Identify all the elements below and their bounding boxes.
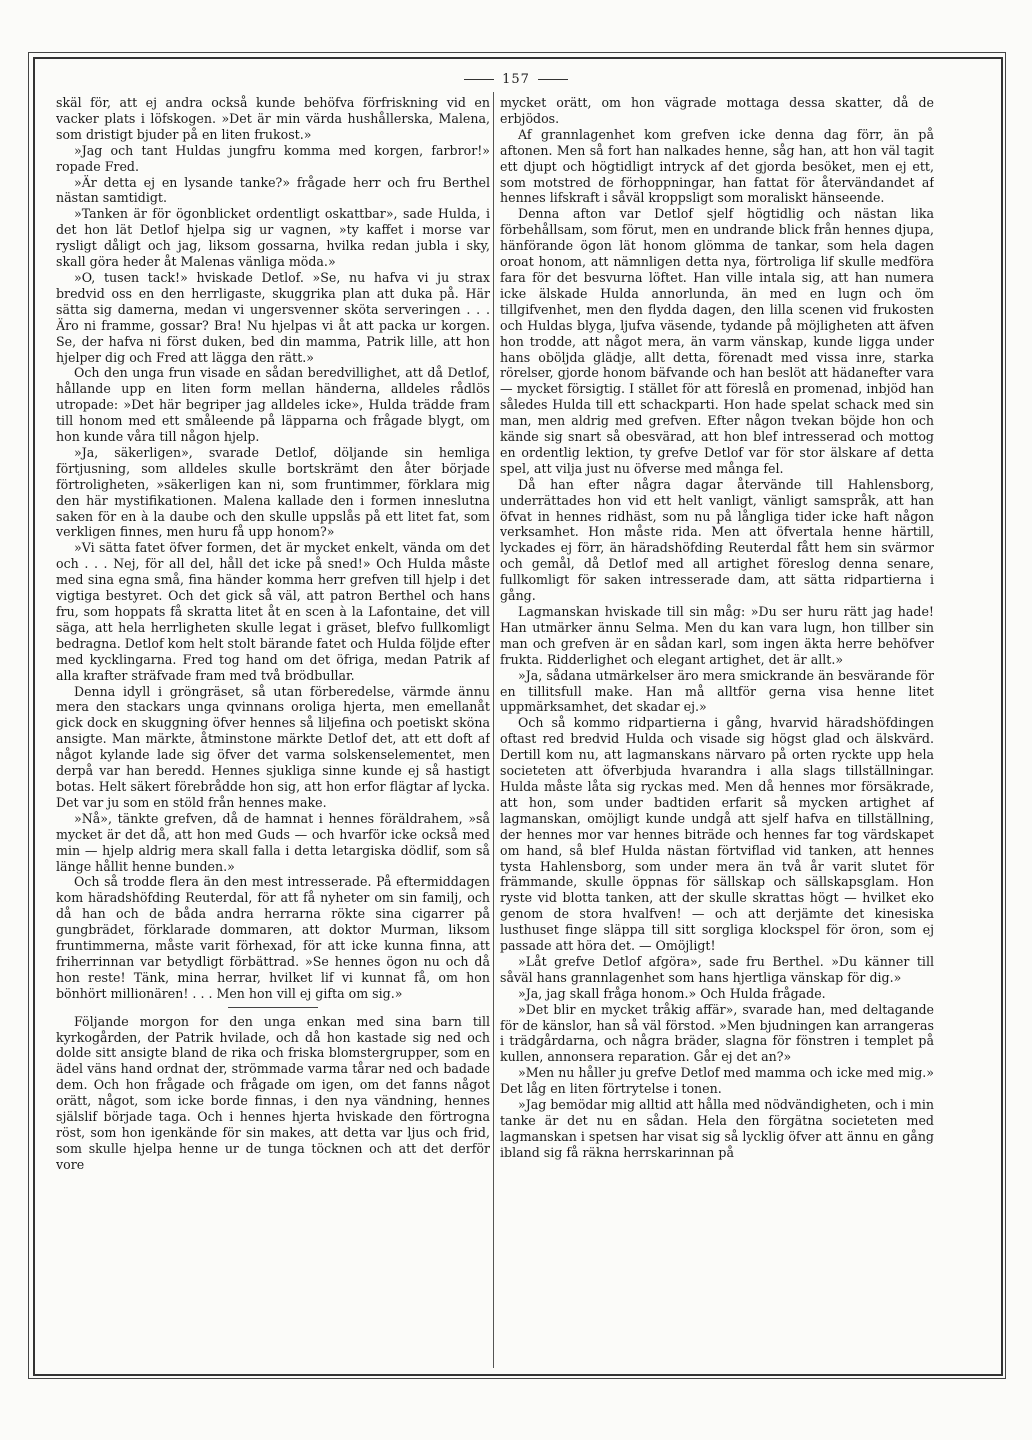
paragraph: »Jag och tant Huldas jungfru komma med korgen, farbror!» ropade Fred. [56,142,490,174]
paragraph: »Tanken är för ögonblicket ordentligt oskattbar», sade Hulda, i det hon lät Detlof hjelpa sig ur vagnen, »ty kaffet i morse var rysligt dåligt och jag, liksom gossarna, hvilka redan jubla i sky, skall göra heder åt Malenas vänliga möda.» [56,206,490,270]
paragraph: Och den unga frun visade en sådan beredvillighet, att då Detlof, hållande upp en liten form mellan händerna, alldeles rådlös utropade: »Det här begriper jag alldeles icke», Hulda trädde fram till honom med ett småleende på läpparna och frågade blygt, om hon kunde våra till någon hjelp. [56,365,490,445]
page-number: 157 [502,72,530,87]
paragraph: »Ja, säkerligen», svarade Detlof, döljande sin hemliga förtjusning, som alldeles skulle bortskrämt den åter började förtroligheten, »säkerligen kan ni, som fruntimmer, förklara mig den här mystifikationen. Malena kallade den i formen inneslutna saken för en à la daube och den skulle uppslås på ett litet fat, som verkligen finnes, men huru få upp honom?» [56,444,490,540]
left-column [56,95,490,1365]
header-dash-right [538,79,568,80]
paragraph: »Jag bemödar mig alltid att hålla med nödvändigheten, och i min tanke är det nu en sådan. Hela den förgätna societeten med lagmanskan i spetsen har visat sig så lycklig öfver att ännu en gång ibland sig få räkna herrskarinnan på [500,1097,934,1160]
paragraph: »Är detta ej en lysande tanke?» frågade herr och fru Berthel nästan samtidigt. [56,174,490,206]
paragraph: skäl för, att ej andra också kunde behöfva förfriskning vid en vacker plats i löfskogen. »Det är min värda hushållerska, Malena, som dristigt bjuder på en liten frukost.» [56,95,490,142]
paragraph: Och så trodde flera än den mest intresserade. På eftermiddagen kom häradshöfding Reuterdal, för att få nyheter om sin familj, och då han och de båda andra herrarna rökte sina cigarrer på gungbrädet, förklarade dommaren, att doktor Murman, liksom fruntimmerna, måste varit förhexad, för att icke kunna finna, att friherrinnan var betydligt förbättrad. »Se hennes ögon nu och då hon reste! Tänk, mina herrar, hvilket lif vi kunnat få, om hon bönhört millionären! . . . Men hon vill ej gifta om sig.» [56,874,490,1001]
paragraph: Denna idyll i gröngräset, så utan förberedelse, värmde ännu mera den stackars unga qvinnans oroliga hjerta, men emellanåt gick dock en skuggning öfver hennes så liljefina och poetiskt sköna ansigte. Man märkte, åtminstone märkte Detlof det, att ett doft af något kylande lade sig öfver det varma solskenselementet, men derpå var han beredd. Hennes sjukliga sinne kunde ej så hastigt botas. Helt säkert förebrådde hon sig, att hon erfor flägtar af lycka. Det var ju som en stöld från hennes make. [56,683,490,810]
paragraph: »Vi sätta fatet öfver formen, det är mycket enkelt, vända om det och . . . Nej, för all del, håll det icke på sned!» Och Hulda måste med sina egna små, fina händer komma herr grefven till hjelp i det vigtiga bestyret. Och det gick så väl, att patron Berthel och hans fru, som hoppats få skratta litet åt en scen à la Lafontaine, det vill säga, att hela herrligheten skulle legat i gräset, blefvo fullkomligt bedragna. Detlof kom helt stolt bärande fatet och Hulda följde efter med kycklingarna. Fred tog hand om det öfriga, medan Patrik af alla krafter sträfvade fram med två brödbullar. [56,540,490,683]
paragraph: Följande morgon for den unga enkan med sina barn till kyrkogården, der Patrik hvilade, och då hon kastade sig ned och dolde sitt ansigte bland de rika och friska blomstergrupper, som en ädel väns hand ordnat der, strömmade varma tårar ned och badade dem. Och hon frågade och frågade om igen, om det fanns något orätt, något, som icke borde finnas, i den nya vändning, hennes själslif började taga. Och i hennes hjerta hviskade den förtrogna röst, som hon igenkände för sin makes, att detta var ljus och frid, som skulle hjelpa henne ur de tunga töcknen och att det derför vore [56,1013,490,1172]
paragraph: »Låt grefve Detlof afgöra», sade fru Berthel. »Du känner till såväl hans grannlagenhet som hans hjertliga vänskap för dig.» [500,953,934,985]
paragraph: »Ja, jag skall fråga honom.» Och Hulda frågade. [518,985,826,1001]
paragraph: mycket orätt, om hon vägrade mottaga dessa skatter, då de erbjödos. [500,95,934,126]
paragraph: Denna afton var Detlof sjelf högtidlig och nästan lika förbehållsam, som förut, men en undrande blick från hennes djupa, hänförande ögon lät honom glömma de tankar, som hela dagen oroat honom, att nämnligen detta nya, förtroliga lif skulle medföra fara för det besvurna löftet. Han ville intala sig, att han numera icke älskade Hulda annorlunda, än med en lugn och öm tillgifvenhet, men den flydda dagen, den lilla scenen vid frukosten och Huldas blyga, ljufva väsende, tydande på möjligheten att äfven hon trodde, att något mera, än varm vänskap, kunde ligga under hans oböljda glädje, allt detta, förenadt med vissa inre, starka rörelser, gjorde honom bäfvande och han beslöt att hädanefter vara — mycket försigtig. I stället för att föreslå en promenad, inbjöd han således Hulda till ett schackparti. Hon hade spelat schack med sin man, men aldrig med grefven. Efter någon tvekan böjde hon och kände sig snart så obesvärad, att hon blef intresserad och mottog en ordentlig lektion, ty grefve Detlof var för stor älskare af detta spel, att vilja just nu öfverse med många fel. [500,206,934,476]
paragraph: »O, tusen tack!» hviskade Detlof. »Se, nu hafva vi ju strax bredvid oss en den herrligaste, skuggrika plan att duka på. Här sätta sig damerna, medan vi ungersvenner sköta serveringen . . . Äro ni framme, gossar? Bra! Nu hjelpas vi åt att packa ur korgen. Se, der hafva ni först duken, bed din mamma, Patrik lille, att hon hjelper dig och Fred att lägga den rätt.» [56,269,490,365]
header-dash-left [464,79,494,80]
column-divider [493,92,494,1368]
paragraph: »Men nu håller ju grefve Detlof med mamma och icke med mig.» Det låg en liten förtrytelse i tonen. [500,1065,934,1097]
paragraph: »Det blir en mycket tråkig affär», svarade han, med deltagande för de känslor, han så väl förstod. »Men bjudningen kan arrangeras i trädgårdarna, och några bräder, slagna för fönstren i templet på kullen, annonsera reparation. Går ej det an?» [500,1001,934,1065]
section-separator [228,1007,318,1008]
paragraph: Af grannlagenhet kom grefven icke denna dag förr, än på aftonen. Men så fort han nalkades henne, såg han, att hon väl tagit ett djupt och högtidligt intryck af det gjorda besöket, men ej ett, som motstred de förhoppningar, han fattat för återvändandet af hennes lifskraft i såväl kroppsligt som moraliskt hänseende. [500,126,934,206]
paragraph: Och så kommo ridpartierna i gång, hvarvid häradshöfdingen oftast red bredvid Hulda och visade sig högst glad och älskvärd. Dertill kom nu, att lagmanskans närvaro på orten ryckte upp hela societeten att öfverbjuda hvarandra i alla slags tillställningar. Hulda måste låta sig ryckas med. Men då hennes mor försäkrade, att hon, som under badtiden erfarit så mycken artighet af lagmanskan, omöjligt kunde undgå att sjelf hafva en tillställning, der hennes mor var hennes biträde och hennes far tog värdskapet om hand, så blef Hulda nästan förtviflad vid tanken, att hennes tysta Hahlensborg, som under mera än två år varit slutet för främmande, skulle öppnas för sällskap och sällskapsglam. Hon ryste vid blotta tanken, att der skulle skrattas högt — hvilket eko genom de stora hvalfven! — och att derjämte det kinesiska lusthuset finge släppa till sitt sorgliga klockspel för öron, som ej passade att höra det. — Omöjligt! [500,715,934,954]
right-column [500,95,934,1365]
paragraph: »Nå», tänkte grefven, då de hamnat i hennes föräldrahem, »så mycket är det då, att hon med Guds — och hvarför icke också med min — hjelp aldrig mera skall falla i detta letargiska dödlif, som så länge hållit henne bunden.» [56,810,490,874]
paragraph: Lagmanskan hviskade till sin måg: »Du ser huru rätt jag hade! Han utmärker ännu Selma. Men du kan vara lugn, hon tillber sin man och grefven är en sådan karl, som ingen äkta herre behöfver frukta. Ridderlighet och elegant artighet, det är allt.» [500,604,934,667]
paragraph: Då han efter några dagar återvände till Hahlensborg, underrättades hon vid ett helt vanligt, vänligt samspråk, att han öfvat in hennes ridhäst, som nu på långliga tider icke haft någon verksamhet. Hon måste rida. Men att öfvertala henne härtill, lyckades ej förr, än häradshöfding Reuterdal fått hem sin svärmor och gemål, då Detlof med all artighet föreslog denna senare, fullkomligt för saken intresserade dam, att sätta ridpartierna i gång. [500,476,934,604]
page-header [0,72,1032,87]
paragraph: »Ja, sådana utmärkelser äro mera smickrande än besvärande för en tillitsfull make. Han må alltför gerna visa henne litet uppmärksamhet, det skadar ej.» [500,667,934,715]
